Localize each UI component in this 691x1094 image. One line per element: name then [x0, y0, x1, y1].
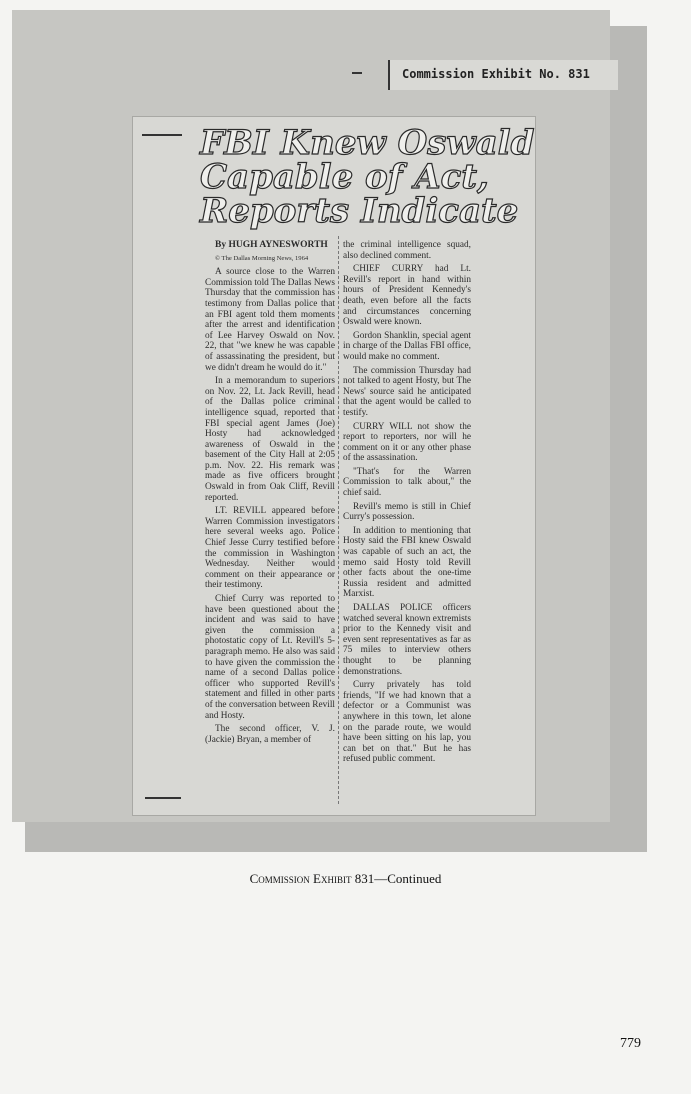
headline-line-1: FBI Knew Oswald [200, 123, 535, 163]
headline-line-3: Reports Indicate [200, 191, 519, 231]
paragraph: A source close to the Warren Commission told The Dallas News Thursday that the commission has testimony from Dallas police that an FBI agent told them moments after the arrest and identification of Lee Harvey Oswald on Nov. 22, that "we knew he was capable of assassinating the president, but we didn't dream he would do it." [205, 267, 335, 373]
paragraph: LT. REVILL appeared before Warren Commission investigators here several weeks ago. Police Chief Jesse Curry testified before the commission in Washington Wednesday. Neither would comment on their appearance or their testimony. [205, 506, 335, 591]
column-divider [338, 236, 339, 804]
paragraph: Chief Curry was reported to have been questioned about the incident and was said to have given the commission a photostatic copy of Lt. Revill's 5-paragraph memo. He also was said to have given the commission the name of a second Dallas police officer who supported Revill's statement and filled in other parts of the conversation between Revill and Hosty. [205, 594, 335, 721]
headline-line-2: Capable of Act, [200, 157, 489, 197]
tag-rule [352, 72, 362, 74]
clipping-rule-left [142, 134, 182, 136]
exhibit-tag [388, 60, 618, 90]
paragraph: The second officer, V. J. (Jackie) Bryan, a member of [205, 724, 335, 745]
exhibit-tag-text: Commission Exhibit No. 831 [402, 67, 590, 81]
paragraph: Revill's memo is still in Chief Curry's possession. [343, 501, 471, 523]
byline: By HUGH AYNESWORTH [215, 240, 328, 250]
paragraph: CURRY WILL not show the report to reporters, nor will he comment on it or any other phase of the assassination. [343, 421, 471, 464]
paragraph: the criminal intelligence squad, also declined comment. [343, 240, 471, 261]
paragraph: Curry privately has told friends, "If we had known that a defector or a Communist was anywhere in this town, let alone on the parade route, we would have been sitting on his lap, you can bet on that." But he has refused public comment. [343, 680, 471, 765]
paragraph: CHIEF CURRY had Lt. Revill's report in hand within hours of President Kennedy's death, even before all the facts and circumstances concerning Oswald were known. [343, 264, 471, 328]
caption-rest: 831—Continued [351, 871, 442, 886]
article-column-2 [343, 240, 471, 768]
paragraph: In addition to mentioning that Hosty said the FBI knew Oswald was capable of such an act, the memo said Hosty told Revill other facts about the one-time Russia resident and admitted Marxist. [343, 525, 471, 600]
page-number: 779 [620, 1036, 641, 1051]
article-column-1 [205, 240, 335, 748]
paragraph: The commission Thursday had not talked to agent Hosty, but The News' source said he anticipated that the agent would be called to testify. [343, 365, 471, 418]
paragraph: Gordon Shanklin, special agent in charge of the Dallas FBI office, would make no comment. [343, 330, 471, 362]
headline [200, 123, 535, 231]
exhibit-caption [0, 871, 691, 887]
paragraph: DALLAS POLICE officers watched several known extremists prior to the Kennedy visit and even sent representatives as far as 75 miles to interview others thought to be planning demonstrations. [343, 603, 471, 677]
clipping-rule-bottom-left [145, 797, 181, 799]
copyright-line: © The Dallas Morning News, 1964 [215, 254, 309, 262]
caption-small-caps: Commission Exhibit [249, 871, 352, 886]
paragraph: "That's for the Warren Commission to talk about," the chief said. [343, 466, 471, 499]
paragraph: In a memorandum to superiors on Nov. 22, Lt. Jack Revill, head of the Dallas police criminal intelligence squad, reported that FBI special agent James (Joe) Hosty had acknowledged awareness of Oswald in the basement of the City Hall at 2:05 p.m. Nov. 22. His remark was made as five officers brought Oswald in from Oak Cliff, Revill reported. [205, 376, 335, 503]
